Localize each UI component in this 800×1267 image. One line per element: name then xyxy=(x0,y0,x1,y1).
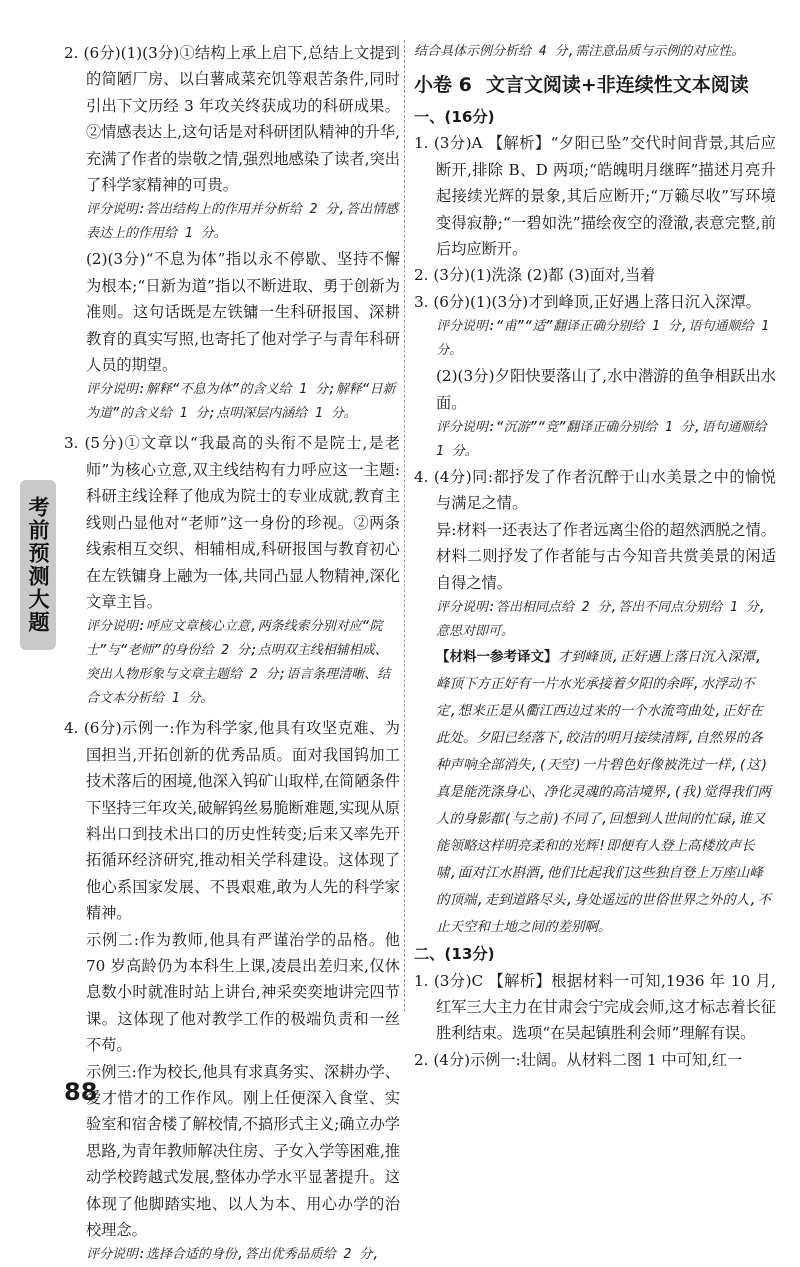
scoring-note: 评分说明:答出结构上的作用并分析给 2 分,答出情感表达上的作用给 1 分。 xyxy=(86,202,399,242)
scoring-note-continued: 结合具体示例分析给 4 分,需注意品质与示例的对应性。 xyxy=(414,44,745,59)
answer-2: 2. (3分)(1)洗涤 (2)都 (3)面对,当着 xyxy=(414,266,656,285)
answer-4-example1: 4. (6分)示例一:作为科学家,他具有攻坚克难、为国担当,开拓创新的优秀品质。面对我国钨加工技术落后的困境,他深入钨矿山取样,在简陋条件下坚持三年攻关,破解钨丝易脆断难题,实现从原料出口到技术出口的历史性转变;后来又率先开拓循环经济研究,推动相关学科建设。这体现了他心系国家发展、不畏艰难,敢为人先的科学家精神。 xyxy=(64,719,400,923)
translation-text: 才到峰顶,正好遇上落日沉入深潭,峰顶下方正好有一片水光承接着夕阳的余晖,水浮动不定,想来正是从衢江西边过来的一个水流弯曲处,正好在此处。夕阳已经落下,皎洁的明月接续清辉,自然界的各种声响全部消失,(天空)一片碧色好像被洗过一样,(这)真是能洗涤身心、净化灵魂的高洁境界,(我)觉得我们两人的身影都(与之前)不同了,回想到人世间的忙碌,谁又能领略这样明亮柔和的光辉!即便有人登上高楼放声长啸,面对江水斟酒,他们比起我们这些独自登上万座山峰的顶端,走到道路尽头,身处遥远的世俗世界之外的人,不止天空和土地之间的差别啊。 xyxy=(436,649,771,936)
scoring-note: 评分说明:选择合适的身份,答出优秀品质给 2 分, xyxy=(86,1247,380,1263)
answer-4-example2: 示例二:作为教师,他具有严谨治学的品格。他 70 岁高龄仍为本科生上课,凌晨出差归来,仅休息数小时就准时站上讲台,神采奕奕地讲完四节课。这体现了他对教学工作的极端负责和一丝不苟。 xyxy=(86,930,400,1055)
answer-4-different: 异:材料一还表达了作者远离尘俗的超然洒脱之情。材料二则抒发了作者能与古今知音共赏美景的闲适自得之情。 xyxy=(436,520,776,592)
answer-1: 1. (3分)A 【解析】“夕阳已坠”交代时间背景,其后应断开,排除 B、D 两项;“皓魄明月继晖”描述月亮升起接续光辉的景象,其后应断开;“万籁尽收”写环境变得寂静;“一碧如洗”描绘夜空的澄澈,表意完整,前后均应断开。 xyxy=(414,134,776,259)
part2-answer-1: 1. (3分)C 【解析】根据材料一可知,1936 年 10 月,红军三大主力在甘肃会宁完成会师,这才标志着长征胜利结束。选项“在吴起镇胜利会师”理解有误。 xyxy=(414,971,776,1043)
part-heading: 二、(13分) xyxy=(414,945,495,964)
page-number: 88 xyxy=(64,1078,98,1106)
scoring-note: 评分说明:解释“不息为体”的含义给 1 分;解释“日新为道”的含义给 1 分;点明深层内涵给 1 分。 xyxy=(86,382,396,422)
left-column xyxy=(64,40,400,1267)
reference-translation xyxy=(414,644,776,941)
part-heading: 一、(16分) xyxy=(414,108,495,126)
scoring-note: 评分说明:“沉游”“竞”翻译正确分别给 1 分,语句通顺给 1 分。 xyxy=(436,420,767,460)
translation-label: 【材料一参考译文】 xyxy=(436,649,558,666)
section-title: 文言文阅读+非连续性文本阅读 xyxy=(485,74,749,96)
scoring-note: 评分说明:答出相同点给 2 分,答出不同点分别给 1 分,意思对即可。 xyxy=(436,600,767,640)
answer-4-example3: 示例三:作为校长,他具有求真务实、深耕办学、爱才惜才的工作作风。刚上任便深入食堂、实验室和宿舍楼了解校情,不搞形式主义;确立办学思路,为青年教师解决住房、子女入学等困难,推动学校跨越式发展,整体办学水平显著提升。这体现了他脚踏实地、以人为本、用心办学的治校理念。 xyxy=(86,1062,400,1240)
section-number: 小卷 6 xyxy=(414,74,472,96)
right-column xyxy=(414,40,776,1073)
answer-3-part1: 3. (6分)(1)(3分)才到峰顶,正好遇上落日沉入深潭。 xyxy=(414,292,761,311)
side-tab-label: 考前预测大题 xyxy=(20,480,56,650)
section-heading xyxy=(414,68,776,102)
scoring-note: 评分说明:呼应文章核心立意,两条线索分别对应“院士”与“老师”的身份给 2 分;点明双主线相辅相成、突出人物形象与文章主题给 2 分;语言条理清晰、结合文本分析给 1 分。 xyxy=(86,619,391,707)
answer-2-part1: 2. (6分)(1)(3分)①结构上承上启下,总结上文提到的简陋厂房、以白薯咸菜充饥等艰苦条件,同时引出下文历经 3 年攻关终获成功的科研成果。②情感表达上,这句话是对科研团队精神的升华,充满了作者的崇敬之情,强烈地感染了读者,突出了科学家精神的可贵。 xyxy=(64,44,400,195)
answer-3-part2: (2)(3分)夕阳快要落山了,水中潜游的鱼争相跃出水面。 xyxy=(436,367,776,412)
answer-3: 3. (5分)①文章以“我最高的头衔不是院士,是老师”为核心立意,双主线结构有力呼应这一主题:科研主线诠释了他成为院士的专业成就,教育主线则凸显他对“老师”这一身份的珍视。②两条线索相互交织、相辅相成,科研报国与教育初心在左铁镛身上融为一体,共同凸显人物精神,深化文章主旨。 xyxy=(64,434,400,611)
part2-answer-2: 2. (4分)示例一:壮阔。从材料二图 1 中可知,红一 xyxy=(414,1050,743,1069)
scoring-note: 评分说明:“甫”“适”翻译正确分别给 1 分,语句通顺给 1 分。 xyxy=(436,319,770,359)
column-divider xyxy=(404,40,405,1012)
answer-2-part2: (2)(3分)“不息为体”指以永不停歇、坚持不懈为根本;“日新为道”指以不断进取、勇于创新为准则。这句话既是左铁镛一生科研报国、深耕教育的真实写照,也寄托了他对学子与青年科研人员的期望。 xyxy=(86,250,400,375)
answer-4-same: 4. (4分)同:都抒发了作者沉醉于山水美景之中的愉悦与满足之情。 xyxy=(414,468,776,513)
